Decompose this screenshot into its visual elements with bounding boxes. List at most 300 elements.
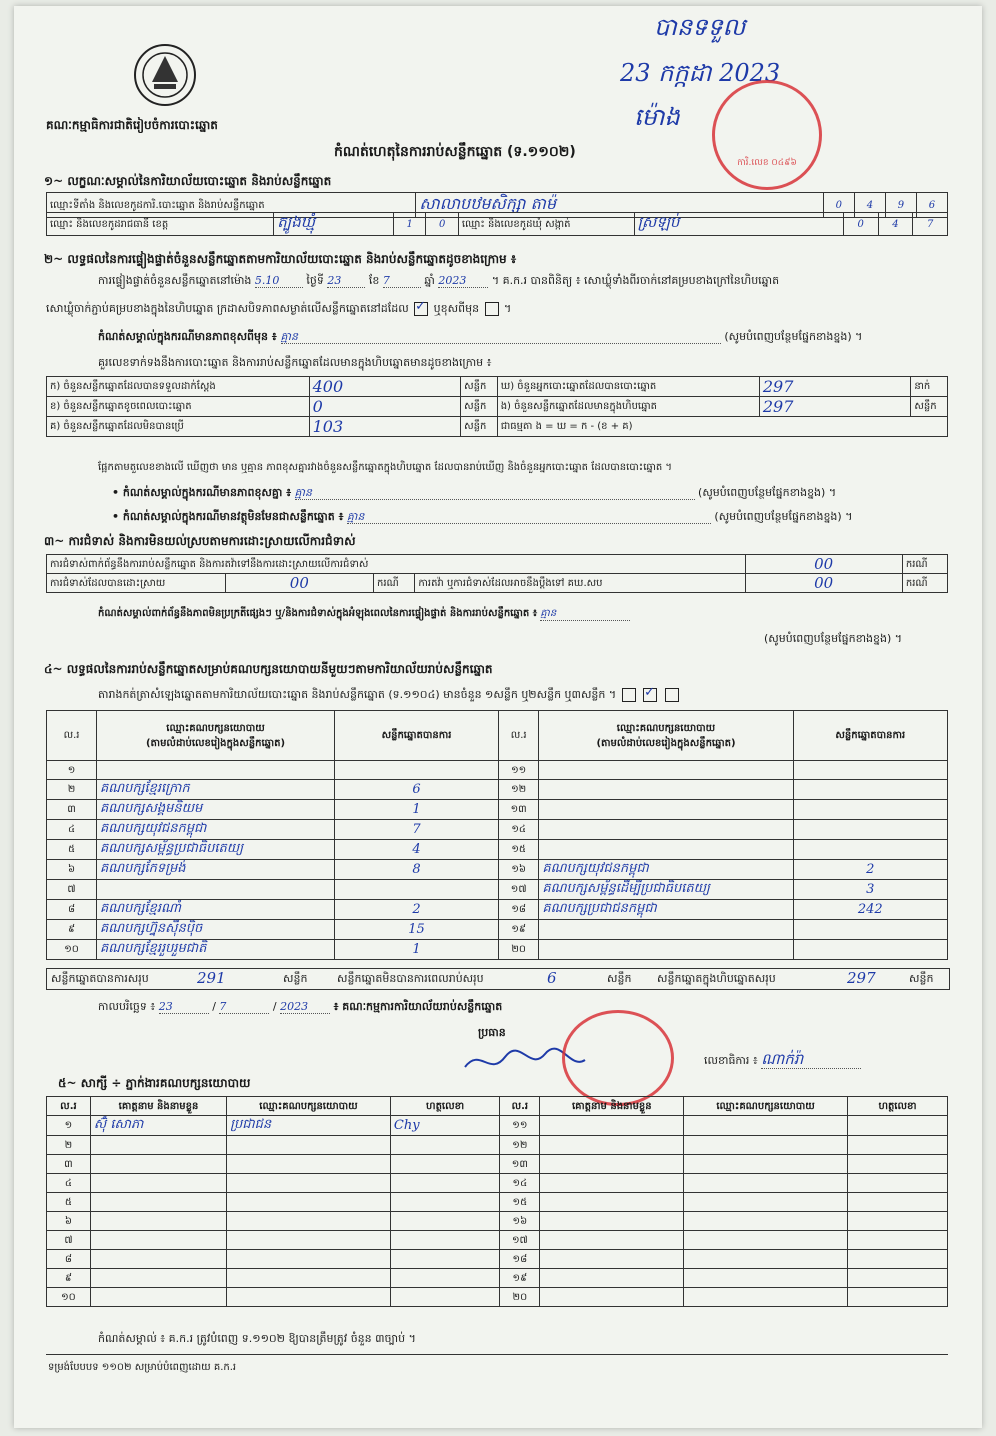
irregularity-value: គ្មាន	[540, 608, 630, 621]
result-votes: 3	[793, 880, 947, 900]
witness-name[interactable]	[540, 1193, 684, 1212]
result-votes: 6	[335, 780, 499, 800]
witness-name[interactable]	[90, 1193, 226, 1212]
col-party-left	[97, 711, 335, 761]
witness-name[interactable]	[90, 1288, 226, 1307]
result-no: ២	[47, 780, 97, 800]
date-year: 2023	[280, 1000, 330, 1014]
commune-code-digit: 7	[913, 213, 948, 236]
witness-party[interactable]	[227, 1136, 391, 1155]
result-votes: 2	[793, 860, 947, 880]
w-col-party-right: ឈ្មោះគណបក្សនយោបាយ	[684, 1097, 848, 1116]
result-no: ១៨	[498, 900, 538, 920]
objection-label: ការជំទាស់ពាក់ព័ន្ធនឹងការរាប់សន្លឹកឆ្នោត និងការតវ៉ាទៅនឹងការដោះស្រាយលើការជំទាស់	[47, 555, 746, 574]
witness-party[interactable]	[227, 1250, 391, 1269]
ka-value: 400	[312, 377, 344, 396]
day-value: 23	[327, 274, 365, 288]
table-row	[47, 1193, 948, 1212]
witness-party[interactable]	[227, 1231, 391, 1250]
result-party: គណបក្សសម្ព័ន្ធដើម្បីប្រជាធិបតេយ្យ	[539, 880, 793, 900]
section3-title: ៣~ ការជំទាស់ និងការមិនយល់ស្របតាមការដោះស្រាយលើការជំទាស់	[44, 534, 356, 548]
witness-signature[interactable]	[847, 1288, 947, 1307]
commune-code-digit: 0	[843, 213, 878, 236]
location-label: ឈ្មោះទីតាំង និងលេខកូដការិ.បោះឆ្នោត និងរាប់សន្លឹកឆ្នោត	[47, 193, 416, 218]
result-votes: 7	[335, 820, 499, 840]
table-row	[47, 1269, 948, 1288]
month-label: ខែ	[368, 274, 380, 287]
ka-label: ក) ចំនួនសន្លឹកឆ្នោតដែលបានទទួលដាក់ស្តែង	[47, 377, 310, 397]
witness-signature[interactable]	[847, 1155, 947, 1174]
witness-no: ១២	[500, 1136, 540, 1155]
result-no: ៤	[47, 820, 97, 840]
witness-signature[interactable]	[390, 1174, 499, 1193]
witness-signature[interactable]: Chy	[390, 1116, 499, 1136]
location-name: សាលាបឋមសិក្សា តាម៉	[419, 194, 556, 213]
table-row	[47, 840, 948, 860]
result-party	[97, 880, 335, 900]
witness-name[interactable]	[540, 1250, 684, 1269]
total-valid-unit: សន្លឹក	[283, 972, 308, 985]
commune-code-digit: 4	[878, 213, 913, 236]
same-checkbox[interactable]	[414, 302, 428, 316]
result-party	[539, 780, 793, 800]
table-row	[47, 1116, 948, 1136]
result-no: ៣	[47, 800, 97, 820]
received-time: ម៉ោង	[634, 103, 680, 131]
table-row	[47, 1136, 948, 1155]
date-month: 7	[219, 1000, 269, 1014]
location-code-digit: 4	[854, 193, 885, 218]
total-invalid-label: សន្លឹកឆ្នោតមិនបានការពេលរាប់សរុប	[337, 972, 484, 985]
witness-signature[interactable]	[390, 1155, 499, 1174]
witness-party[interactable]	[684, 1269, 848, 1288]
total-box-unit: សន្លឹក	[909, 972, 934, 985]
witness-name[interactable]	[540, 1231, 684, 1250]
objection-table	[46, 554, 948, 593]
received-note: បានទទួល	[654, 13, 746, 41]
secretary-signature: ណាក់រ៉ា	[761, 1050, 861, 1069]
bullet1-hint: (សូមបំពេញបន្ថែមផ្នែកខាងខ្នង) ។	[698, 486, 837, 499]
witness-no: ២	[47, 1136, 91, 1155]
result-no: ៧	[47, 880, 97, 900]
secretary-label: លេខាធិការ	[704, 1054, 750, 1067]
table-row	[47, 1288, 948, 1307]
witness-name[interactable]	[90, 1136, 226, 1155]
witness-no: ១៥	[500, 1193, 540, 1212]
formula: ជាធម្មតា ង = ឃ = ក - (ខ + គ)	[497, 417, 947, 437]
witness-no: ៥	[47, 1193, 91, 1212]
committee-label: ៖ គណៈកម្មការការិយាល័យរាប់សន្លឹកឆ្នោត	[333, 1000, 503, 1013]
irregularity-note	[98, 608, 630, 621]
witness-name[interactable]	[540, 1174, 684, 1193]
total-box-label: សន្លឹកឆ្នោតក្នុងហិបឆ្នោតសរុប	[657, 972, 776, 985]
ngo-value: 297	[762, 397, 794, 416]
total-valid-label: សន្លឹកឆ្នោតបានការសរុប	[51, 972, 149, 985]
witness-signature[interactable]	[390, 1250, 499, 1269]
witness-no: ១១	[500, 1116, 540, 1136]
ngo-label: ង) ចំនួនសន្លឹកឆ្នោតដែលមានក្នុងហិបឆ្នោត	[497, 397, 759, 417]
col-no-left: ល.រ	[47, 711, 97, 761]
witness-no: ១០	[47, 1288, 91, 1307]
witness-signature[interactable]	[847, 1116, 947, 1136]
result-votes: 242	[793, 900, 947, 920]
witness-no: ១	[47, 1116, 91, 1136]
resolved-label: ការជំទាស់ដែលបានដោះស្រាយ	[47, 574, 226, 593]
difference-note-label: កំណត់សម្គាល់ក្នុងករណីមានភាពខុសពីមុន ៖	[98, 330, 277, 343]
witness-party[interactable]	[684, 1212, 848, 1231]
w-col-sign-left: ហត្ថលេខា	[390, 1097, 499, 1116]
result-party	[539, 940, 793, 960]
result-party	[539, 800, 793, 820]
result-party: គណបក្សសម្ព័ន្ធប្រជាធិបតេយ្យ	[97, 840, 335, 860]
table-row	[47, 1250, 948, 1269]
witness-table	[46, 1096, 948, 1307]
result-no: ១១	[498, 761, 538, 780]
result-no: ៩	[47, 920, 97, 940]
table-row	[47, 800, 948, 820]
footer-note: កំណត់សម្គាល់ ៖ គ.ក.រ ត្រូវបំពេញ ទ.១១០២ ឱ្យបានត្រឹមត្រូវ ចំនួន ៣ច្បាប់ ។	[98, 1332, 416, 1345]
province-code-digit: 0	[426, 213, 458, 236]
result-party: គណបក្សយុវជនកម្ពុជា	[539, 860, 793, 880]
one-sheet-checkbox[interactable]	[622, 688, 636, 702]
col-no-right: ល.រ	[498, 711, 538, 761]
witness-party[interactable]	[227, 1269, 391, 1288]
col-votes-right: សន្លឹកឆ្នោតបានការ	[793, 711, 947, 761]
witness-name[interactable]	[90, 1174, 226, 1193]
section4-title: ៤~ លទ្ធផលនៃការរាប់សន្លឹកឆ្នោតសម្រាប់គណបក្សនយោបាយនីមួយៗតាមការិយាល័យរាប់សន្លឹកឆ្នោត	[44, 662, 493, 676]
witness-party[interactable]	[227, 1288, 391, 1307]
location-code-digit: 0	[823, 193, 854, 218]
witness-signature[interactable]	[847, 1193, 947, 1212]
w-col-no-right: ល.រ	[500, 1097, 540, 1116]
witness-signature[interactable]	[847, 1269, 947, 1288]
table-row	[47, 940, 948, 960]
time-value: 5.10	[255, 274, 303, 288]
day-label: ថ្ងៃទី	[306, 274, 324, 287]
witness-name[interactable]	[540, 1269, 684, 1288]
witness-party[interactable]	[227, 1174, 391, 1193]
witness-party[interactable]	[227, 1212, 391, 1231]
objection-value: 00	[814, 555, 834, 573]
w-col-sign-right: ហត្ថលេខា	[847, 1097, 947, 1116]
result-no: ១៦	[498, 860, 538, 880]
total-invalid-value: 6	[547, 969, 557, 987]
witness-name[interactable]	[540, 1212, 684, 1231]
tally-intro	[98, 688, 681, 702]
table-row	[47, 860, 948, 880]
bullet1-value: គ្មាន	[295, 486, 695, 500]
table-row	[47, 780, 948, 800]
witness-no: ៣	[47, 1155, 91, 1174]
province-code-digit: 1	[393, 213, 425, 236]
witness-signature[interactable]	[390, 1231, 499, 1250]
witness-name[interactable]	[540, 1155, 684, 1174]
difference-note-value: គ្មាន	[281, 330, 721, 344]
table-row	[47, 1174, 948, 1193]
official-stamp-top	[712, 80, 822, 190]
witness-signature[interactable]	[390, 1288, 499, 1307]
witness-signature[interactable]	[390, 1212, 499, 1231]
seal-text: សោឃ្លុំចាក់ភ្ជាប់គម្របខាងក្នុងនៃហិបឆ្នោត ក្រដាសបិទភាពសម្ងាត់លើសន្លឹកឆ្នោតនៅដដែល	[46, 302, 409, 315]
table-intro: គួរលេខទាក់ទងនឹងការបោះឆ្នោត និងការរាប់សន្លឹកឆ្នោតដែលមានក្នុងហិបឆ្នោតមានដូចខាងក្រោម ៖	[98, 356, 492, 369]
bullet2	[112, 510, 852, 524]
result-no: ២០	[498, 940, 538, 960]
witness-name[interactable]	[90, 1231, 226, 1250]
irregularity-label: កំណត់សម្គាល់ពាក់ព័ន្ធនឹងភាពមិនប្រក្រតីផ្សេងៗ ឬ/និងការជំទាស់ក្នុងអំឡុងពេលនៃការផ្ទៀងផ្ទាត់ និងការរាប់សន្លឹកឆ្នោត ៖	[98, 608, 538, 619]
result-votes: 4	[335, 840, 499, 860]
time-prefix: ការផ្ទៀងផ្ទាត់ចំនួនសន្លឹកឆ្នោតនៅម៉ោង	[98, 274, 252, 287]
form-title: កំណត់ហេតុនៃការរាប់សន្លឹកឆ្នោត (ទ.១១០២)	[334, 144, 576, 160]
result-party: គណបក្សខ្មែរណាំ	[97, 900, 335, 920]
kho-unit: នាក់	[911, 377, 948, 397]
location-code-digit: 9	[885, 193, 916, 218]
witness-party[interactable]	[227, 1155, 391, 1174]
result-party	[539, 840, 793, 860]
section1-table-row2	[46, 212, 948, 236]
witness-name[interactable]: ស៊ុំ សោភា	[90, 1116, 226, 1136]
resolved-unit: ករណី	[374, 574, 415, 593]
result-no: ១៩	[498, 920, 538, 940]
date-label: កាលបរិច្ឆេទ ៖	[98, 1000, 156, 1013]
location-code-digit: 6	[916, 193, 947, 218]
witness-no: ១៩	[500, 1269, 540, 1288]
result-no: ១០	[47, 940, 97, 960]
result-no: ១៣	[498, 800, 538, 820]
total-box-value: 297	[847, 969, 876, 987]
witness-party[interactable]	[684, 1231, 848, 1250]
result-votes	[793, 761, 947, 780]
result-no: ៦	[47, 860, 97, 880]
results-body	[47, 761, 948, 960]
result-votes	[793, 780, 947, 800]
witness-body	[47, 1116, 948, 1307]
result-no: ១៥	[498, 840, 538, 860]
three-sheet-checkbox[interactable]	[665, 688, 679, 702]
tally-intro-text: តារាងកត់ត្រាសំឡេងឆ្នោតតាមការិយាល័យបោះឆ្នោត និងរាប់សន្លឹកឆ្នោត (ទ.១១០៤) មានចំនួន ១សន្លឹក ឬ២សន្លឹក ឬ៣សន្លឹក ។	[98, 688, 617, 701]
result-votes: 15	[335, 920, 499, 940]
witness-name[interactable]	[90, 1212, 226, 1231]
result-party	[97, 761, 335, 780]
witness-no: ១៤	[500, 1174, 540, 1193]
witness-party[interactable]	[684, 1155, 848, 1174]
stamp-text: ការិ.លេខ ០៤៩៦	[737, 158, 797, 168]
line1-suffix: ។ គ.ក.រ បានពិនិត្យ ៖ សោឃ្លុំទាំងពីរចាក់នៅគម្របខាងក្រៅនៃហិបឆ្នោត	[491, 274, 780, 287]
kha-value: 0	[312, 397, 323, 416]
nec-emblem-icon	[132, 42, 198, 108]
appeal-label: ការតវ៉ា ឬការជំទាស់ដែលអាចនឹងប្តឹងទៅ គឃ.សប	[415, 574, 745, 593]
appeal-unit: ករណី	[902, 574, 947, 593]
received-date: 23 កក្កដា 2023	[620, 59, 781, 87]
col-votes-left: សន្លឹកឆ្នោតបានការ	[335, 711, 499, 761]
kha-unit: សន្លឹក	[461, 397, 498, 417]
result-no: ៨	[47, 900, 97, 920]
year-label: ឆ្នាំ	[424, 274, 435, 287]
result-party: គណបក្សប្រជាជនកម្ពុជា	[539, 900, 793, 920]
difference-note-hint: (សូមបំពេញបន្ថែមផ្នែកខាងខ្នង) ។	[724, 330, 863, 343]
verification-line2: សោឃ្លុំចាក់ភ្ជាប់គម្របខាងក្នុងនៃហិបឆ្នោត ក្រដាសបិទភាពសម្ងាត់លើសន្លឹកឆ្នោតនៅដដែល ✓ ឬខុសពីមុន ។	[46, 302, 511, 316]
result-party: គណបក្សខ្មែររួបរួមជាតិ	[97, 940, 335, 960]
kho-label: ឃ) ចំនួនអ្នកបោះឆ្នោតដែលបានបោះឆ្នោត	[497, 377, 759, 397]
result-no: ១	[47, 761, 97, 780]
col-party-right-title: ឈ្មោះគណបក្សនយោបាយ	[616, 722, 716, 734]
w-col-name-right: គោត្តនាម និងនាមខ្លួន	[540, 1097, 684, 1116]
table-row	[47, 900, 948, 920]
witness-no: ៤	[47, 1174, 91, 1193]
resolved-value: 00	[289, 574, 309, 592]
table-row	[47, 1212, 948, 1231]
results-table	[46, 710, 948, 960]
col-party-left-sub: (តាមលំដាប់លេខរៀងក្នុងសន្លឹកឆ្នោត)	[145, 737, 286, 749]
w-col-name-left: គោត្តនាម និងនាមខ្លួន	[90, 1097, 226, 1116]
total-invalid-unit: សន្លឹក	[607, 972, 632, 985]
witness-name[interactable]	[540, 1288, 684, 1307]
witness-signature[interactable]	[847, 1174, 947, 1193]
witness-signature[interactable]	[847, 1250, 947, 1269]
year-value: 2023	[438, 274, 488, 288]
date-day: 23	[159, 1000, 209, 1014]
form-reference: ទម្រង់បែបបទ ១១០២ សម្រាប់បំពេញដោយ គ.ក.រ	[48, 1362, 237, 1373]
table-row	[47, 1155, 948, 1174]
result-votes: 8	[335, 860, 499, 880]
witness-party[interactable]	[684, 1174, 848, 1193]
verification-line1	[98, 274, 779, 288]
witness-name[interactable]	[540, 1136, 684, 1155]
col-party-left-title: ឈ្មោះគណបក្សនយោបាយ	[166, 722, 265, 734]
footer-divider	[46, 1354, 948, 1355]
witness-no: ១៨	[500, 1250, 540, 1269]
witness-no: ៧	[47, 1231, 91, 1250]
col-party-right	[539, 711, 793, 761]
w-col-no-left: ល.រ	[47, 1097, 91, 1116]
different-checkbox[interactable]	[485, 302, 499, 316]
witness-party[interactable]	[684, 1250, 848, 1269]
different-label: ឬខុសពីមុន	[433, 302, 480, 315]
witness-signature[interactable]	[390, 1193, 499, 1212]
section1-title: ១~ លក្ខណៈសម្គាល់នៃការិយាល័យបោះឆ្នោត និងរាប់សន្លឹកឆ្នោត	[44, 174, 332, 188]
w-col-party-left: ឈ្មោះគណបក្សនយោបាយ	[227, 1097, 391, 1116]
col-party-right-sub: (តាមលំដាប់លេខរៀងក្នុងសន្លឹកឆ្នោត)	[596, 737, 736, 749]
bullet2-value: គ្មាន	[347, 510, 711, 524]
total-valid-value: 291	[197, 969, 226, 987]
document-page	[14, 6, 982, 1428]
result-votes	[793, 940, 947, 960]
witness-signature[interactable]	[390, 1269, 499, 1288]
result-votes	[793, 800, 947, 820]
bullet1-label: • កំណត់សម្គាល់ក្នុងករណីមានភាពខុសគ្នា ៖	[112, 486, 292, 499]
bullet2-label: • កំណត់សម្គាល់ក្នុងករណីមានវត្ថុមិនមែនជាសន្លឹកឆ្នោត ៖	[112, 510, 344, 523]
table-row	[47, 880, 948, 900]
section2-title: ២~ លទ្ធផលនៃការផ្ទៀងផ្ទាត់ចំនួនសន្លឹកឆ្នោតតាមការិយាល័យបោះឆ្នោត និងរាប់សន្លឹកឆ្នោតដូចខាងក្រោម ៖	[44, 252, 517, 266]
witness-signature[interactable]	[390, 1136, 499, 1155]
witness-signature[interactable]	[847, 1231, 947, 1250]
result-votes	[335, 880, 499, 900]
date-line: កាលបរិច្ឆេទ ៖ 23 / 7 / 2023 ៖ គណៈកម្មការការិយាល័យរាប់សន្លឹកឆ្នោត	[98, 1000, 503, 1013]
result-no: ១២	[498, 780, 538, 800]
ko-value: 103	[312, 417, 344, 436]
witness-name[interactable]	[90, 1269, 226, 1288]
result-votes: 1	[335, 940, 499, 960]
witness-signature[interactable]	[847, 1212, 947, 1231]
result-votes: 2	[335, 900, 499, 920]
result-party: គណបក្សសង្គមនិយម	[97, 800, 335, 820]
objection-unit: ករណី	[902, 555, 947, 574]
witness-no: ៦	[47, 1212, 91, 1231]
witness-no: ៨	[47, 1250, 91, 1269]
witness-party[interactable]	[227, 1193, 391, 1212]
section5-title: ៥~ សាក្សី ÷ ភ្នាក់ងារគណបក្សនយោបាយ	[58, 1076, 251, 1090]
witness-name[interactable]	[90, 1250, 226, 1269]
witness-party[interactable]	[684, 1193, 848, 1212]
result-party	[539, 761, 793, 780]
two-sheet-checkbox[interactable]	[643, 688, 657, 702]
witness-no: ២០	[500, 1288, 540, 1307]
ngo-unit: សន្លឹក	[911, 397, 948, 417]
official-stamp-bottom	[562, 1010, 674, 1106]
table-row	[47, 920, 948, 940]
result-party: គណបក្សកែទម្រង់	[97, 860, 335, 880]
kho-value: 297	[762, 377, 794, 396]
province-name: ត្បូងឃ្មុំ	[277, 213, 315, 231]
appeal-value: 00	[814, 574, 834, 592]
result-party: គណបក្សយុវជនកម្ពុជា	[97, 820, 335, 840]
witness-no: ១៧	[500, 1231, 540, 1250]
result-no: ១៤	[498, 820, 538, 840]
result-party	[539, 920, 793, 940]
agency-name: គណៈកម្មាធិការជាតិរៀបចំការបោះឆ្នោត	[46, 118, 218, 132]
bullet2-hint: (សូមបំពេញបន្ថែមផ្នែកខាងខ្នង) ។	[714, 510, 853, 523]
month-value: 7	[383, 274, 421, 288]
witness-no: ១៣	[500, 1155, 540, 1174]
witness-no: ៩	[47, 1269, 91, 1288]
kha-label: ខ) ចំនួនសន្លឹកឆ្នោតខូចពេលបោះឆ្នោត	[47, 397, 310, 417]
witness-party[interactable]	[684, 1136, 848, 1155]
commune-label: ឈ្មោះ និងលេខកូដឃុំ សង្កាត់	[458, 213, 634, 236]
table-row	[47, 820, 948, 840]
witness-name[interactable]	[90, 1155, 226, 1174]
witness-signature[interactable]	[847, 1136, 947, 1155]
result-no: ១៧	[498, 880, 538, 900]
ka-unit: សន្លឹក	[461, 377, 498, 397]
result-party: គណបក្សខ្មែរក្រោក	[97, 780, 335, 800]
secretary-line: លេខាធិការ ៖ ណាក់រ៉ា	[704, 1050, 861, 1069]
result-no: ៥	[47, 840, 97, 860]
witness-no: ១៦	[500, 1212, 540, 1231]
result-party	[539, 820, 793, 840]
table-row	[47, 761, 948, 780]
result-votes: 1	[335, 800, 499, 820]
check-line: ផ្អែកតាមតួលេខខាងលើ ឃើញថា មាន ឬគ្មាន ភាពខុសគ្នារវាងចំនួនសន្លឹកឆ្នោតក្នុងហិបឆ្នោត ដែលបានរាប់ឃើញ និងចំនួនអ្នកបោះឆ្នោត ដែលបានបោះឆ្នោត ។	[98, 462, 673, 473]
ko-label: គ) ចំនួនសន្លឹកឆ្នោតដែលមិនបានប្រើ	[47, 417, 310, 437]
witness-party[interactable]: ប្រជាជន	[227, 1116, 391, 1136]
result-votes	[793, 840, 947, 860]
result-votes	[335, 761, 499, 780]
chair-label: ប្រធាន	[478, 1026, 506, 1039]
province-label: ឈ្មោះ និងលេខកូដរាជធានី ខេត្ត	[47, 213, 274, 236]
ko-unit: សន្លឹក	[461, 417, 498, 437]
commune-name: ស្រឡប់	[637, 213, 680, 231]
witness-name[interactable]	[540, 1116, 684, 1136]
witness-party[interactable]	[684, 1116, 848, 1136]
irregularity-hint: (សូមបំពេញបន្ថែមផ្នែកខាងខ្នង) ។	[764, 632, 903, 645]
count-table	[46, 376, 948, 437]
difference-note	[98, 330, 938, 344]
witness-party[interactable]	[684, 1288, 848, 1307]
bullet1	[112, 486, 836, 500]
result-party: គណបក្សហ្វ៊ុនស៊ីនប៉ិច	[97, 920, 335, 940]
result-votes	[793, 820, 947, 840]
table-row	[47, 1231, 948, 1250]
result-votes	[793, 920, 947, 940]
